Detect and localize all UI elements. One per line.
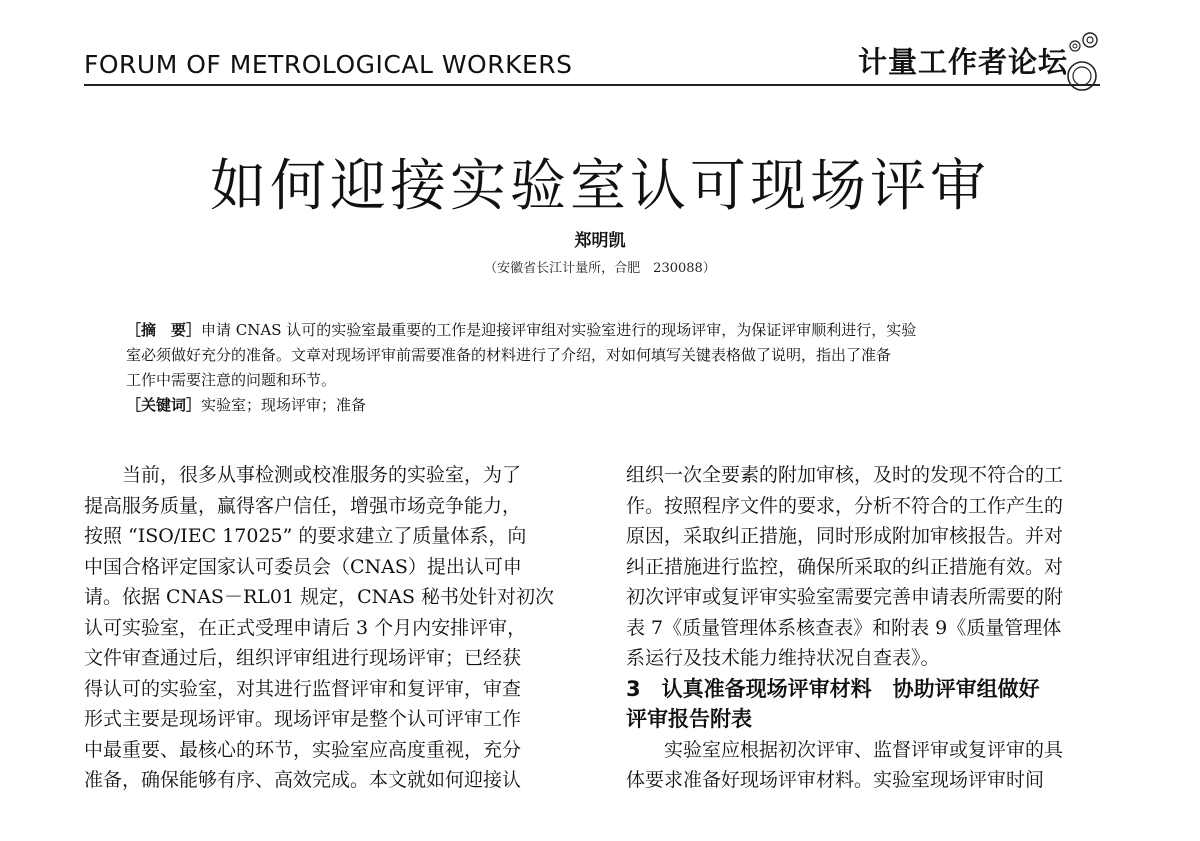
paragraph-line: 形式主要是现场评审。现场评审是整个认可评审工作 — [84, 708, 522, 730]
journal-name-english: FORUM OF METROLOGICAL WORKERS — [84, 50, 573, 79]
paragraph-line: 组织一次全要素的附加审核，及时的发现不符合的工 — [626, 464, 1064, 486]
abstract-tag: ［摘 要］ — [126, 321, 202, 339]
paragraph-line: 中国合格评定国家认可委员会（CNAS）提出认可申 — [84, 555, 522, 578]
body-column-left — [84, 460, 584, 796]
paragraph-line: 纠正措施进行监控，确保所采取的纠正措施有效。对 — [626, 555, 1064, 578]
abstract-line — [126, 318, 1086, 343]
keywords-text: 实验室；现场评审；准备 — [201, 396, 367, 414]
paragraph-line: 认可实验室，在正式受理申请后 3 个月内安排评审， — [84, 616, 527, 639]
abstract-text: 申请 CNAS 认可的实验室最重要的工作是迎接评审组对实验室进行的现场评审，为保证评审顺利进行，实验 — [201, 321, 917, 339]
paragraph-line: 初次评审或复评审实验室需要完善申请表所需要的附 — [626, 586, 1064, 608]
paragraph-line: 原因，采取纠正措施，同时形成附加审核报告。并对 — [626, 525, 1064, 547]
article-title: 如何迎接实验室认可现场评审 — [210, 154, 990, 219]
section-heading: 3 认真准备现场评审材料 协助评审组做好 — [626, 676, 1040, 701]
abstract-line: 室必须做好充分的准备。文章对现场评审前需要准备的材料进行了介绍，对如何填写关键表格做了说明，指出了准备 — [126, 346, 892, 364]
paragraph-line: 表 7《质量管理体系核查表》和附表 9《质量管理体 — [626, 616, 1062, 639]
article-author: 郑明凯 — [574, 231, 626, 251]
paragraph-line: 中最重要、最核心的环节，实验室应高度重视，充分 — [84, 738, 522, 761]
keywords-tag: ［关键词］ — [126, 396, 202, 414]
paragraph-line: 准备，确保能够有序、高效完成。本文就如何迎接认 — [84, 769, 522, 791]
body-column-right — [626, 460, 1126, 796]
paragraph-line: 体要求准备好现场评审材料。实验室现场评审时间 — [626, 769, 1045, 791]
section-heading: 评审报告附表 — [626, 707, 752, 731]
abstract-line: 工作中需要注意的问题和环节。 — [126, 371, 337, 389]
paragraph-line: 系运行及技术能力维持状况自查表》。 — [626, 647, 940, 669]
paragraph-line: 实验室应根据初次评审、监督评审或复评审的具 — [626, 738, 1064, 761]
header-rule — [84, 84, 1100, 86]
keywords-line — [126, 393, 1086, 418]
paragraph-line: 作。按照程序文件的要求，分析不符合的工作产生的 — [626, 494, 1064, 517]
paragraph-line: 提高服务质量，赢得客户信任，增强市场竞争能力， — [84, 494, 522, 517]
paragraph-line: 当前，很多从事检测或校准服务的实验室，为了 — [84, 464, 522, 486]
paragraph-line: 得认可的实验室，对其进行监督评审和复评审，审查 — [84, 677, 522, 700]
paragraph-line: 文件审查通过后，组织评审组进行现场评审；已经获 — [84, 647, 522, 669]
paragraph-line: 按照 “ISO/IEC 17025” 的要求建立了质量体系，向 — [84, 525, 527, 547]
paragraph-line: 请。依据 CNAS－RL01 规定，CNAS 秘书处针对初次 — [84, 586, 555, 608]
abstract-block — [126, 318, 1086, 418]
author-affiliation: （安徽省长江计量所，合肥 230088） — [484, 261, 716, 276]
column-name-chinese: 计量工作者论坛 — [858, 45, 1069, 79]
